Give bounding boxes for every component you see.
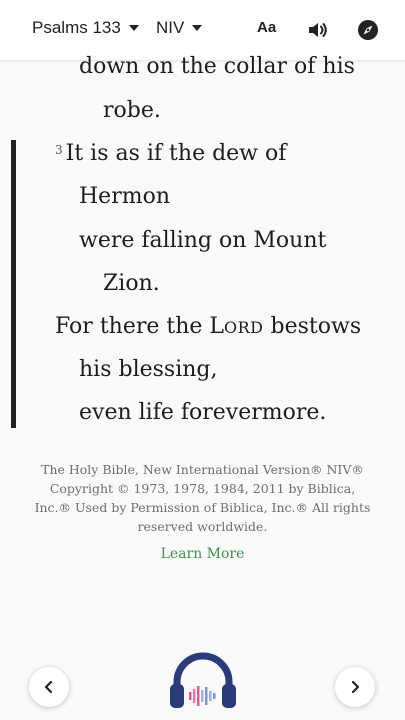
lord-initial: L <box>209 314 225 339</box>
text-settings-button[interactable]: Aa <box>257 19 277 36</box>
chevron-down-icon <box>192 25 202 31</box>
scripture-line: Hermon <box>79 184 170 209</box>
scripture-line: It is as if the dew of <box>65 141 287 166</box>
scripture-line: his blessing, <box>79 357 218 382</box>
speaker-icon[interactable] <box>304 17 330 43</box>
chevron-down-icon <box>129 25 139 31</box>
scripture-line: even life forevermore. <box>79 400 327 425</box>
chevron-left-icon <box>41 679 57 695</box>
scripture-fragment: bestows <box>263 314 362 339</box>
headphones-icon <box>168 652 238 712</box>
scripture-line: Zion. <box>103 271 160 296</box>
version-selector[interactable] <box>156 18 202 38</box>
version-label: NIV <box>156 18 185 37</box>
scripture-line <box>55 314 361 339</box>
copyright-notice: The Holy Bible, New International Version® NIV® Copyright © 1973, 1978, 1984, 2011 by Biblica, Inc.® Used by Permission of Biblica, Inc.® All rights reserved worldwide. <box>34 462 371 534</box>
scripture-line: robe. <box>103 98 161 123</box>
verse-highlight-bar <box>11 140 16 428</box>
play-audio-button[interactable] <box>168 652 238 712</box>
book-chapter-selector[interactable] <box>32 18 139 38</box>
previous-chapter-button[interactable] <box>29 667 69 707</box>
verse-3-line[interactable] <box>55 141 286 166</box>
next-chapter-button[interactable] <box>335 667 375 707</box>
compass-icon[interactable] <box>355 17 381 43</box>
book-chapter-label: Psalms 133 <box>32 18 121 37</box>
top-bar <box>0 0 405 61</box>
scripture-fragment: For there the <box>55 314 210 339</box>
learn-more-link[interactable]: Learn More <box>160 546 245 562</box>
scripture-line: were falling on Mount <box>79 228 327 253</box>
verse-number: 3 <box>55 143 63 157</box>
scripture-line: down on the collar of his <box>79 54 355 79</box>
lord-small-caps: ORD <box>224 318 264 337</box>
chevron-right-icon <box>347 679 363 695</box>
